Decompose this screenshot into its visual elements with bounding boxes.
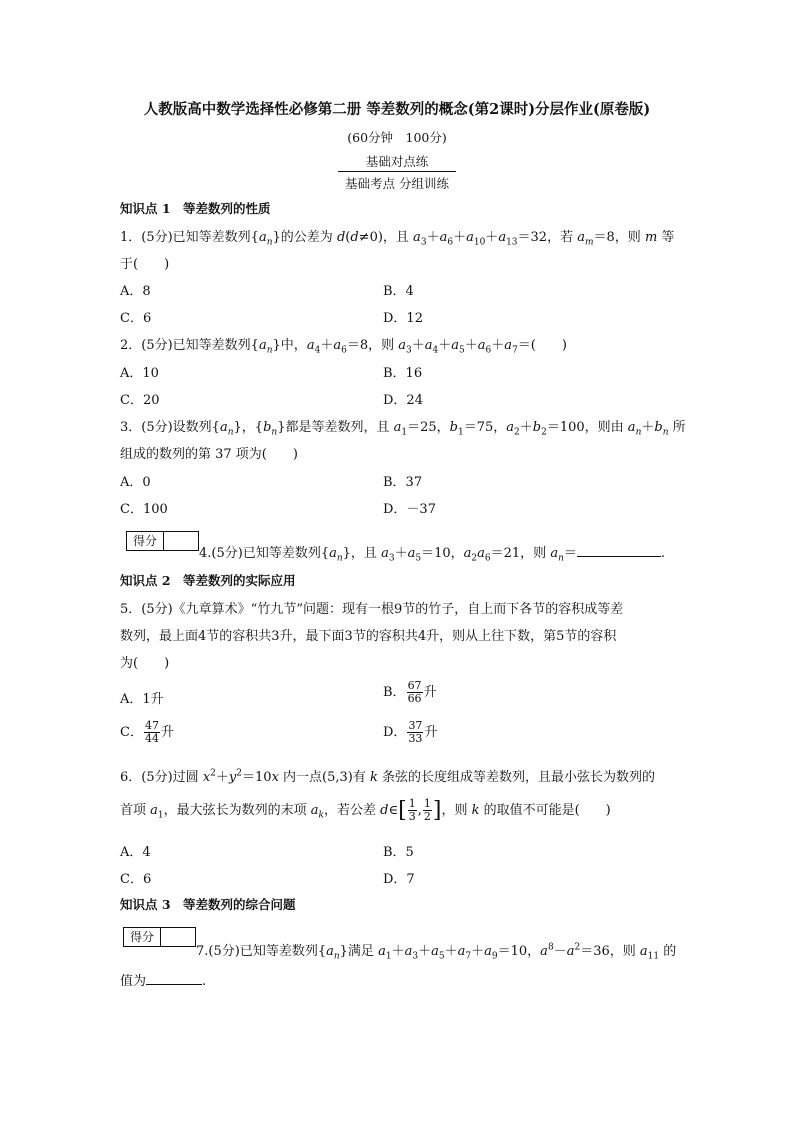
q5-line3: 为( ) (120, 656, 170, 671)
q6-line1: 6．(5分)过圆 $x^2+y^2=10x$ 内一点(5,3)有 k 条弦的长度组成等差数列，且最小弦长为数列的 (120, 768, 656, 785)
q6-option-a[interactable]: A．4 (120, 845, 151, 860)
subtitle-divider (338, 171, 456, 172)
q6-option-c[interactable]: C．6 (120, 872, 152, 887)
q5-option-d-fraction: $\frac{37}{33}$ (408, 719, 423, 745)
q7-line1: 7.(5分)已知等差数列$\{a_n\}$满足 $a_1+a_3+a_5+a_7+a_9=10$，$a^8-a^2=36$，则 $a_{11}$ 的 (196, 942, 677, 962)
q2-option-b[interactable]: B．16 (383, 366, 423, 381)
q4-stem: 4.(5分)已知等差数列$\{a_n\}$，且 $a_3+a_5=10$，$a_2a_6=21$，则 $a_n=$ . (199, 546, 666, 564)
section-knowledge-3: 知识点 3 等差数列的综合问题 (120, 897, 296, 912)
q1-line2: 于( ) (120, 257, 170, 272)
subtitle-basic-practice: 基础对点练 (365, 154, 429, 169)
q5-option-c-letter: C． (120, 725, 143, 740)
q5-line2: 数列，最上面4节的容积共3升，最下面3节的容积共4升，则从上往下数，第5节的容积 (120, 629, 617, 644)
q7-answer-blank[interactable] (146, 984, 202, 985)
q4-answer-blank[interactable] (577, 556, 661, 557)
score-entry[interactable] (161, 928, 195, 946)
q1-option-b[interactable]: B．4 (383, 284, 414, 299)
score-label: 得分 (127, 532, 164, 550)
q3-option-d[interactable]: D．－37 (383, 502, 436, 517)
q5-option-b-letter: B． (383, 685, 406, 700)
q3-option-a[interactable]: A．0 (120, 475, 151, 490)
section-knowledge-1: 知识点 1 等差数列的性质 (120, 201, 271, 216)
document-title: 人教版高中数学选择性必修第二册 等差数列的概念(第2课时)分层作业(原卷版) (143, 101, 651, 118)
q6-line2: 首项 $a_1$，最大弦长为数列的末项 $a_k$，若公差 d∈[ $\frac{1}{3}$ , $\frac{1}{2}$ ]，则 k 的取值不可能是( ) (120, 797, 611, 823)
q3-line2: 组成的数列的第 37 项为( ) (120, 447, 298, 462)
q5-line1: 5．(5分)《九章算术》“竹九节”问题：现有一根9节的竹子，自上而下各节的容积成等差 (120, 602, 624, 617)
q5-option-d[interactable]: D． $\frac{37}{33}$ 升 (383, 719, 438, 745)
time-score: (60分钟 100分) (347, 130, 447, 145)
q1-line1: 1．(5分)已知等差数列$\{a_n\}$的公差为 d(d≠0)，且 $a_3+a_6+a_{10}+a_{13}=32$，若 $a_m=8$，则 m 等 (120, 230, 675, 248)
q1-option-d[interactable]: D．12 (383, 311, 423, 326)
q3-option-b[interactable]: B．37 (383, 475, 423, 490)
q3-line1: 3．(5分)设数列$\{a_n\}$，$\{b_n\}$都是等差数列，且 $a_1=25$，$b_1=75$，$a_2+b_2=100$，则由 $a_n+b_n$ 所 (120, 420, 686, 438)
q5-option-c[interactable]: C． $\frac{47}{44}$ 升 (120, 719, 174, 745)
q5-option-a[interactable]: A．1升 (120, 692, 164, 707)
q1-option-a[interactable]: A．8 (120, 284, 151, 299)
q2-option-d[interactable]: D．24 (383, 393, 423, 408)
q4-score-box (126, 531, 199, 551)
q2-option-c[interactable]: C．20 (120, 393, 160, 408)
q2-option-a[interactable]: A．10 (120, 366, 159, 381)
q7-line2: 值为 . (120, 974, 207, 989)
score-entry[interactable] (164, 532, 198, 550)
q3-option-c[interactable]: C．100 (120, 502, 168, 517)
q5-option-c-fraction: $\frac{47}{44}$ (144, 719, 159, 745)
q1-option-c[interactable]: C．6 (120, 311, 152, 326)
section-knowledge-2: 知识点 2 等差数列的实际应用 (120, 573, 296, 588)
q5-option-b[interactable]: B． $\frac{67}{66}$ 升 (383, 679, 437, 705)
q5-option-b-fraction: $\frac{67}{66}$ (407, 679, 422, 705)
q6-option-d[interactable]: D．7 (383, 872, 415, 887)
q2-stem: 2．(5分)已知等差数列$\{a_n\}$中，$a_4+a_6=8$，则 $a_3+a_4+a_5+a_6+a_7=$( ) (120, 338, 567, 356)
q5-option-d-letter: D． (383, 725, 407, 740)
score-label: 得分 (124, 928, 161, 946)
q7-score-box (123, 927, 196, 947)
subtitle-group-training: 基础考点 分组训练 (345, 176, 449, 191)
q6-option-b[interactable]: B．5 (383, 845, 414, 860)
